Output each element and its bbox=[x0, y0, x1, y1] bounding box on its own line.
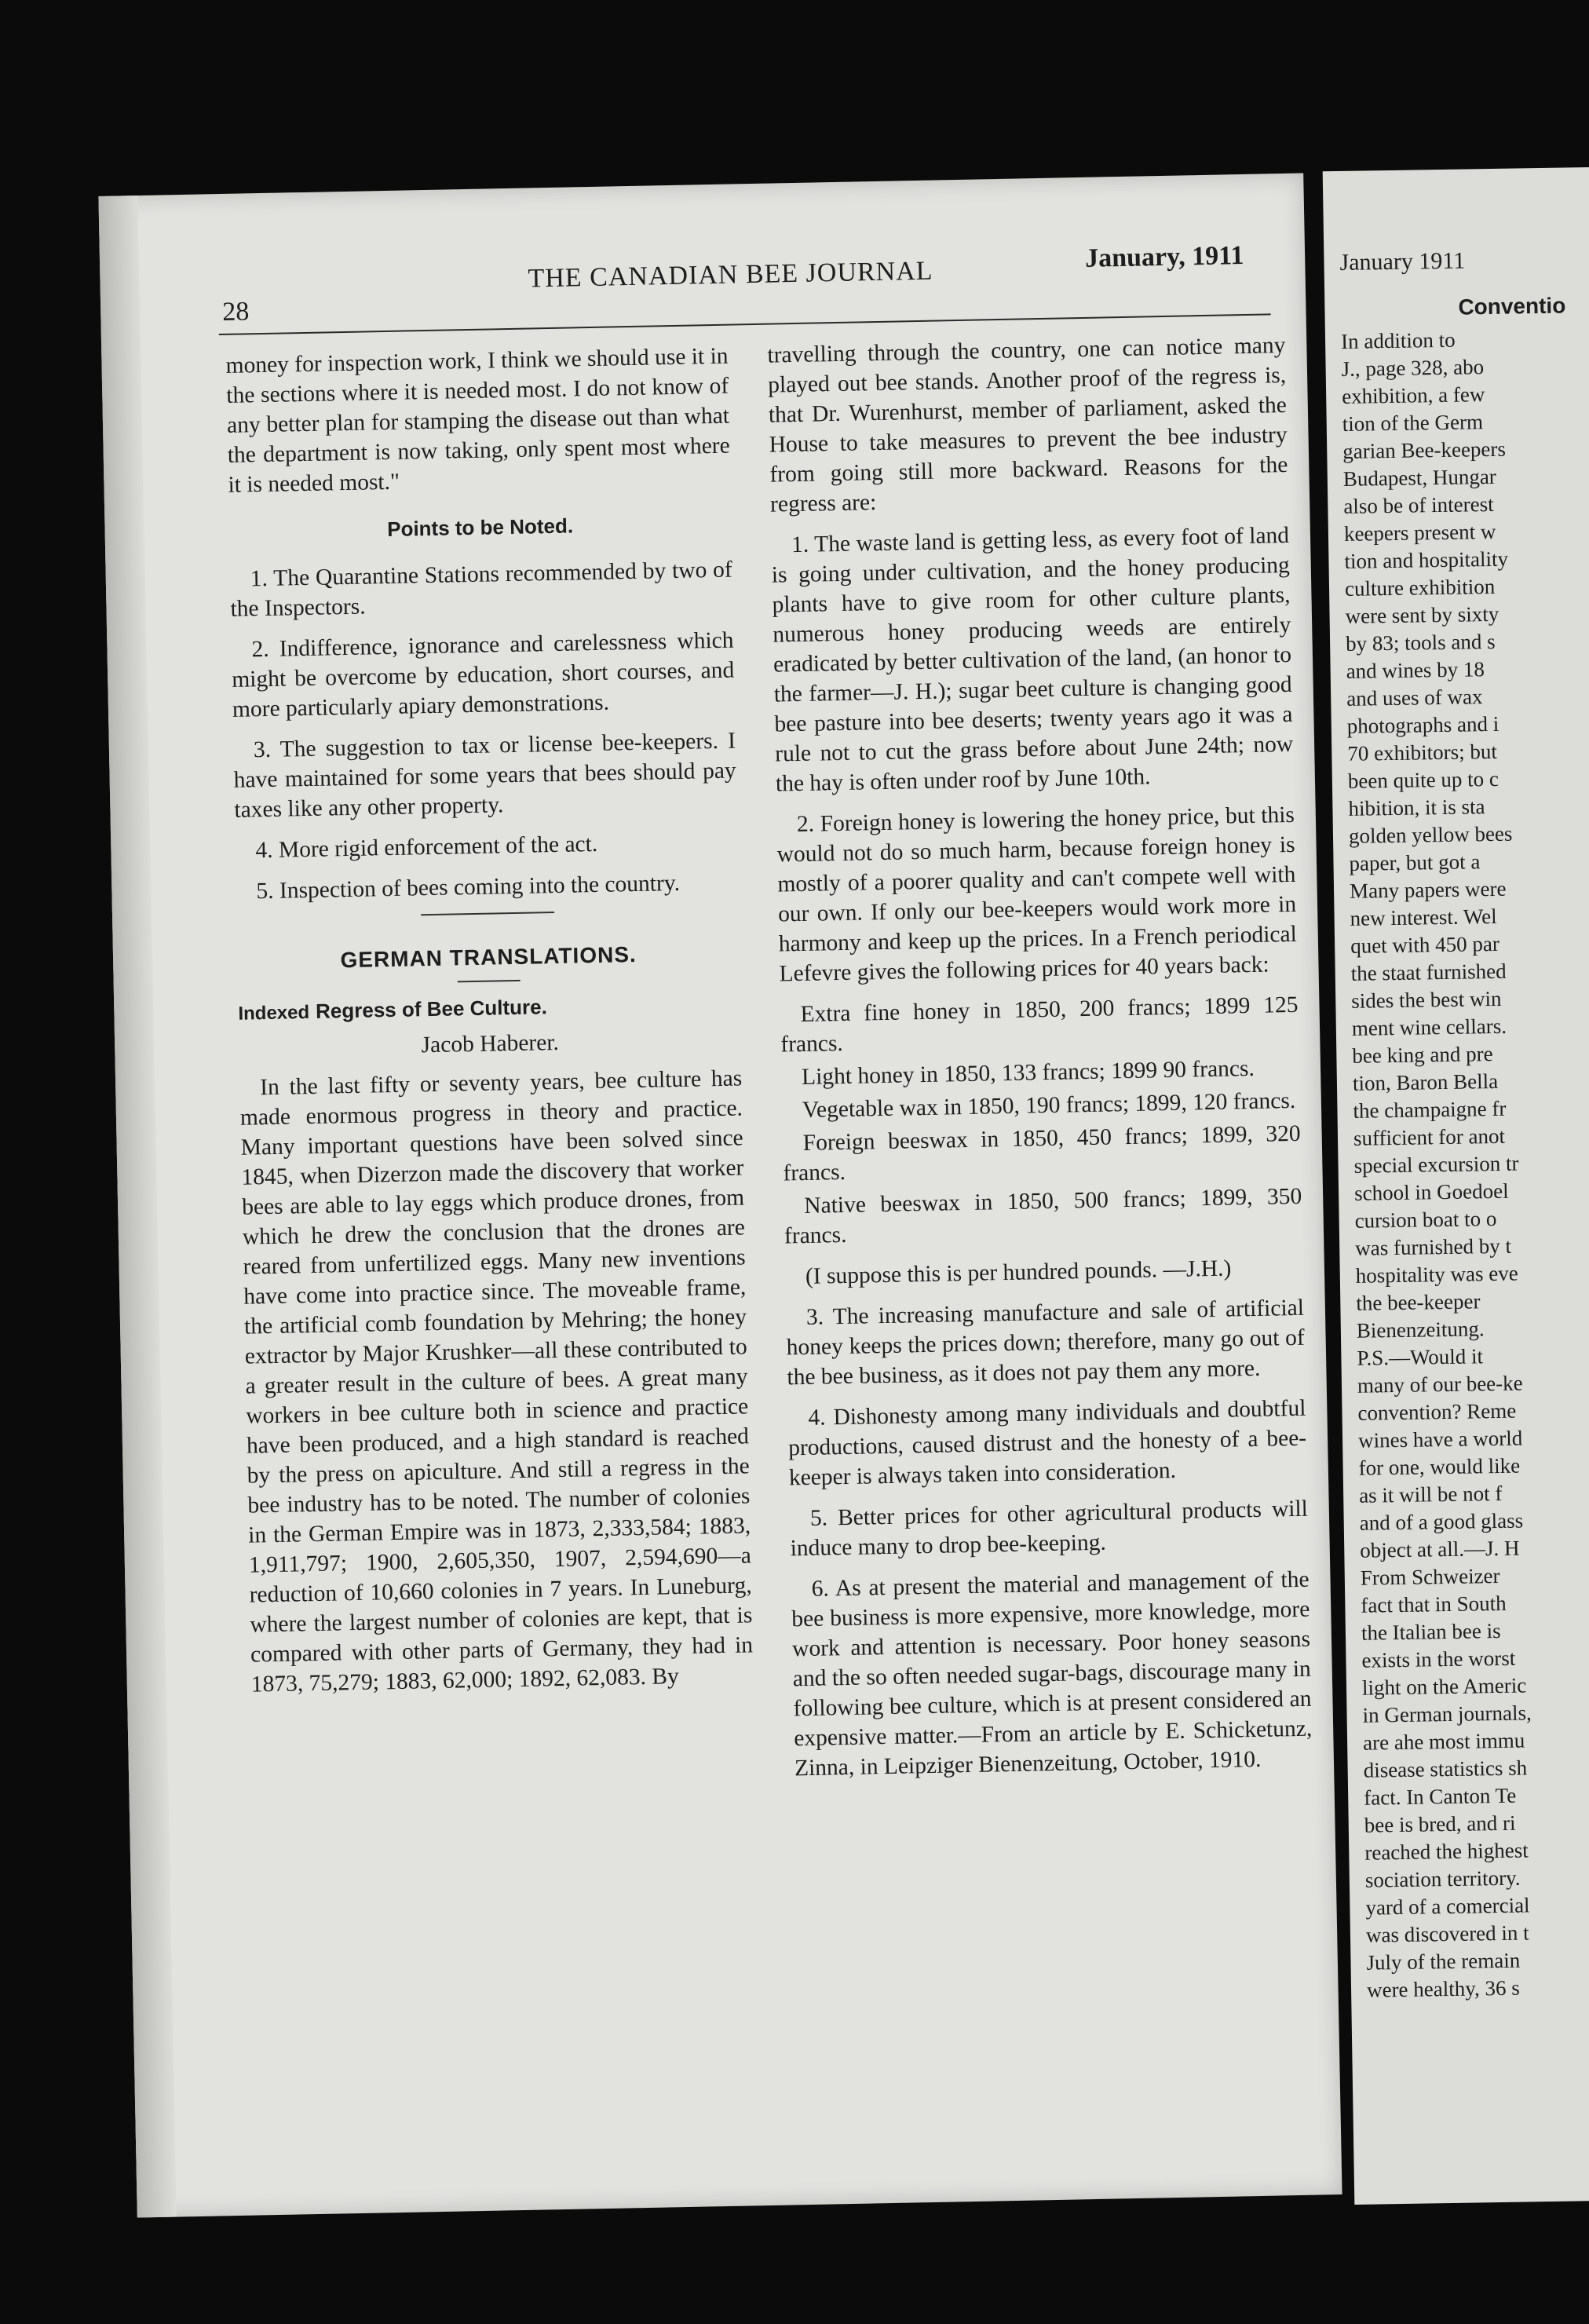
point-item: 4. More rigid enforcement of the act. bbox=[255, 831, 598, 864]
facing-page-line: also be of interest bbox=[1343, 491, 1494, 518]
facing-page-line: bee king and pre bbox=[1352, 1042, 1493, 1068]
price-item: Vegetable wax in 1850, 190 francs; 1899, 120 francs. bbox=[802, 1087, 1296, 1123]
article-author: Jacob Haberer. bbox=[421, 1029, 560, 1058]
facing-page-line: light on the Americ bbox=[1361, 1673, 1527, 1700]
facing-page-line: special excursion tr bbox=[1353, 1151, 1519, 1178]
article-title-line bbox=[238, 988, 741, 1029]
section-underline bbox=[458, 980, 521, 983]
facing-page-line: fact. In Canton Te bbox=[1363, 1783, 1517, 1810]
facing-page-line: convention? Reme bbox=[1357, 1398, 1517, 1425]
editor-note: (I suppose this is per hundred pounds. —J.H.) bbox=[805, 1255, 1232, 1289]
facing-page-date: January 1911 bbox=[1339, 247, 1466, 276]
journal-title: THE CANADIAN BEE JOURNAL bbox=[528, 256, 933, 294]
facing-page-line: as it will be not f bbox=[1358, 1481, 1503, 1507]
facing-page-line: for one, would like bbox=[1358, 1453, 1521, 1480]
facing-page-title: Conventio bbox=[1458, 293, 1566, 320]
facing-page-line: new interest. Wel bbox=[1350, 904, 1497, 930]
facing-page-line: bee is bred, and ri bbox=[1364, 1811, 1516, 1837]
facing-page-line: sufficient for anot bbox=[1353, 1124, 1506, 1150]
facing-page-line: garian Bee-keepers bbox=[1342, 437, 1507, 463]
facing-page-line: fact that in South bbox=[1361, 1591, 1507, 1617]
facing-page-line: yard of a comercial bbox=[1365, 1893, 1530, 1920]
facing-page-line: Budapest, Hungar bbox=[1342, 464, 1497, 491]
facing-page-line: cursion boat to o bbox=[1354, 1206, 1497, 1233]
reason-item: 4. Dishonesty among many individuals and doubtful productions, caused distrust and the honesty of a bee-keeper is always taken into consideration. bbox=[787, 1395, 1307, 1491]
facing-page-line: Many papers were bbox=[1349, 876, 1507, 903]
running-head bbox=[98, 174, 1305, 327]
facing-page-line: golden yellow bees bbox=[1348, 821, 1513, 848]
facing-page-line: were sent by sixty bbox=[1345, 601, 1500, 628]
facing-page-line: culture exhibition bbox=[1344, 574, 1496, 601]
facing-page-line: photographs and i bbox=[1346, 711, 1500, 738]
facing-page-line: and of a good glass bbox=[1359, 1508, 1524, 1535]
facing-page-line: the Italian bee is bbox=[1361, 1618, 1501, 1645]
facing-page-line: and wines by 18 bbox=[1346, 657, 1485, 683]
point-item: 2. Indifference, ignorance and carelessness which might be overcome by education, short courses, and more particularly apiary demonstrations. bbox=[231, 627, 735, 722]
issue-date: January, 1911 bbox=[1084, 240, 1244, 273]
point-item: 3. The suggestion to tax or license bee-keepers. I have maintained for some years that bees should pay taxes like any other property. bbox=[233, 728, 736, 823]
facing-page-line: by 83; tools and s bbox=[1345, 629, 1496, 656]
page-spine-shadow bbox=[98, 195, 176, 2217]
article-body: In the last fifty or seventy years, bee culture has made enormous progress in theory and practice. Many important questions have been solved since 1845, when Dizerzon made the discovery that worker bees are able to lay eggs which produce drones, from which he drew the conclusion that the drones are reared from unfertilized eggs. Many new inventions have come into practice since. The moveable frame, the artificial comb foundation by Mehring; the honey extractor by Major Krushker—all these contributed to a greater result in the culture of bees. A great many workers in bee culture both in science and practice have been produced, and a high standard is reached by the press on apiculture. And still a regress in the bee industry has to be noted. The number of colonies in the German Empire was in 1873, 2,333,584; 1883, 1,911,797; 1900, 2,605,350, 1907, 2,594,690—a reduction of 10,660 colonies in 7 years. In Luneburg, where the largest number of colonies are kept, that is compared with other parts of Germany, they had in 1873, 75,279; 1883, 62,000; 1892, 62,083. By bbox=[239, 1065, 754, 1697]
facing-page-line: in German journals, bbox=[1362, 1701, 1532, 1727]
facing-page bbox=[1323, 166, 1589, 2205]
facing-page-line: tion, Baron Bella bbox=[1352, 1069, 1499, 1095]
point-item: 5. Inspection of bees coming into the country. bbox=[256, 870, 681, 904]
page-number: 28 bbox=[221, 297, 250, 327]
reason-item: 6. As at present the material and management of the bee business is more expensive, more knowledge, more work and attention is necessary. Poor honey seasons and the so often needed sugar-bags, discourage many in following bee culture, which is at present considered an expensive matter.—From an article by E. Schicketunz, Zinna, in Leipziger Bienenzeitung, October, 1910. bbox=[791, 1566, 1313, 1781]
facing-page-line: tion and hospitality bbox=[1344, 546, 1509, 573]
facing-page-line: sociation territory. bbox=[1364, 1865, 1521, 1892]
facing-page-line: exists in the worst bbox=[1361, 1646, 1516, 1672]
facing-page-line: been quite up to c bbox=[1347, 766, 1500, 793]
facing-page-line: In addition to bbox=[1340, 327, 1456, 353]
left-column bbox=[225, 342, 754, 1711]
price-item: Light honey in 1850, 133 francs; 1899 90 francs. bbox=[801, 1055, 1255, 1090]
price-item: Foreign beeswax in 1850, 450 francs; 1899, 320 francs. bbox=[783, 1120, 1301, 1186]
facing-page-line: were healthy, 36 s bbox=[1366, 1975, 1520, 2002]
facing-page-line: the staat furnished bbox=[1350, 959, 1507, 985]
reason-item: 3. The increasing manufacture and sale of artificial honey keeps the prices down; therefore, many go out of the bee business, as it does not pay them any more. bbox=[786, 1295, 1305, 1390]
facing-page-line: hibition, it is sta bbox=[1348, 795, 1485, 820]
price-item: Extra fine honey in 1850, 200 francs; 1899 125 francs. bbox=[780, 992, 1299, 1058]
facing-page-line: quet with 450 par bbox=[1350, 931, 1500, 958]
section-divider bbox=[421, 912, 554, 915]
facing-page-line: school in Goedoel bbox=[1353, 1178, 1509, 1205]
facing-page-line: P.S.—Would it bbox=[1357, 1344, 1484, 1370]
facing-page-line: and uses of wax bbox=[1346, 685, 1483, 711]
facing-page-line: the bee-keeper bbox=[1356, 1289, 1481, 1315]
continued-paragraph: travelling through the country, one can notice many played out bee stands. Another proof of the regress is, that Dr. Wurenhurst, member of parliament, asked the House to take measures to prevent the bee industry from going still more backward. Reasons for the regress are: bbox=[767, 332, 1288, 517]
facing-page-line: July of the remain bbox=[1366, 1948, 1521, 1975]
facing-page-line: From Schweizer bbox=[1360, 1563, 1500, 1590]
facing-page-line: object at all.—J. H bbox=[1360, 1536, 1520, 1562]
reason-item: 5. Better prices for other agricultural products will induce many to drop bee-keeping. bbox=[790, 1496, 1309, 1562]
facing-page-line: wines have a world bbox=[1357, 1426, 1523, 1452]
article-title: Regress of Bee Culture. bbox=[315, 995, 548, 1023]
facing-page-line: many of our bee-ke bbox=[1357, 1371, 1523, 1398]
facing-page-line: sides the best win bbox=[1351, 986, 1502, 1013]
reason-item: 2. Foreign honey is lowering the honey price, but this would not do so much harm, because foreign honey is mostly of a poorer quality and can't compete well with our own. If only our bee-keepers would work more in harmony and keep up the prices. In a French periodical Lefevre gives the following prices for 40 years back: bbox=[776, 802, 1298, 987]
price-item: Native beeswax in 1850, 500 francs; 1899, 350 francs. bbox=[784, 1183, 1302, 1249]
facing-page-text bbox=[1341, 323, 1589, 2004]
opening-paragraph: money for inspection work, I think we should use it in the sections where it is needed most. I do not know of any better plan for stamping the disease out than what the department is now taking, only spent most where it is needed most." bbox=[225, 343, 730, 498]
section-heading: GERMAN TRANSLATIONS. bbox=[340, 941, 637, 973]
facing-page-line: keepers present w bbox=[1343, 519, 1496, 546]
point-item: 1. The Quarantine Stations recommended by two of the Inspectors. bbox=[230, 557, 733, 622]
facing-page-line: reached the highest bbox=[1364, 1838, 1529, 1865]
facing-page-line: 70 exhibitors; but bbox=[1347, 739, 1498, 766]
points-heading: Points to be Noted. bbox=[386, 513, 574, 541]
facing-page-line: tion of the Germ bbox=[1342, 410, 1484, 436]
facing-page-line: Bienenzeitung. bbox=[1356, 1317, 1485, 1343]
right-column bbox=[767, 331, 1313, 1794]
reason-item: 1. The waste land is getting less, as every foot of land is going under cultivation, and the honey producing plants have to give room for other culture plants, numerous honey producing weeds are entirely eradicated by better cultivation of the land, (an honor to the farmer—J. H.); sugar beet culture is changing good bee pasture into bee deserts; twenty years ago it was a rule not to cut the grass before about June 24th; now the hay is often under roof by June 10th. bbox=[771, 522, 1294, 797]
facing-page-line: the champaigne fr bbox=[1353, 1096, 1507, 1123]
facing-page-line: paper, but got a bbox=[1349, 850, 1481, 875]
facing-page-line: exhibition, a few bbox=[1341, 382, 1485, 408]
header-rule bbox=[219, 313, 1271, 335]
facing-page-line: J., page 328, abo bbox=[1341, 355, 1485, 381]
facing-page-line: was discovered in t bbox=[1365, 1920, 1529, 1947]
facing-page-line: hospitality was eve bbox=[1355, 1261, 1518, 1288]
left-page bbox=[98, 174, 1342, 2218]
indexed-stamp: Indexed bbox=[238, 1002, 310, 1025]
facing-page-line: ment wine cellars. bbox=[1351, 1014, 1507, 1040]
facing-page-line: was furnished by t bbox=[1354, 1233, 1512, 1260]
facing-page-line: are ahe most immu bbox=[1362, 1728, 1525, 1755]
facing-page-line: disease statistics sh bbox=[1363, 1756, 1528, 1782]
